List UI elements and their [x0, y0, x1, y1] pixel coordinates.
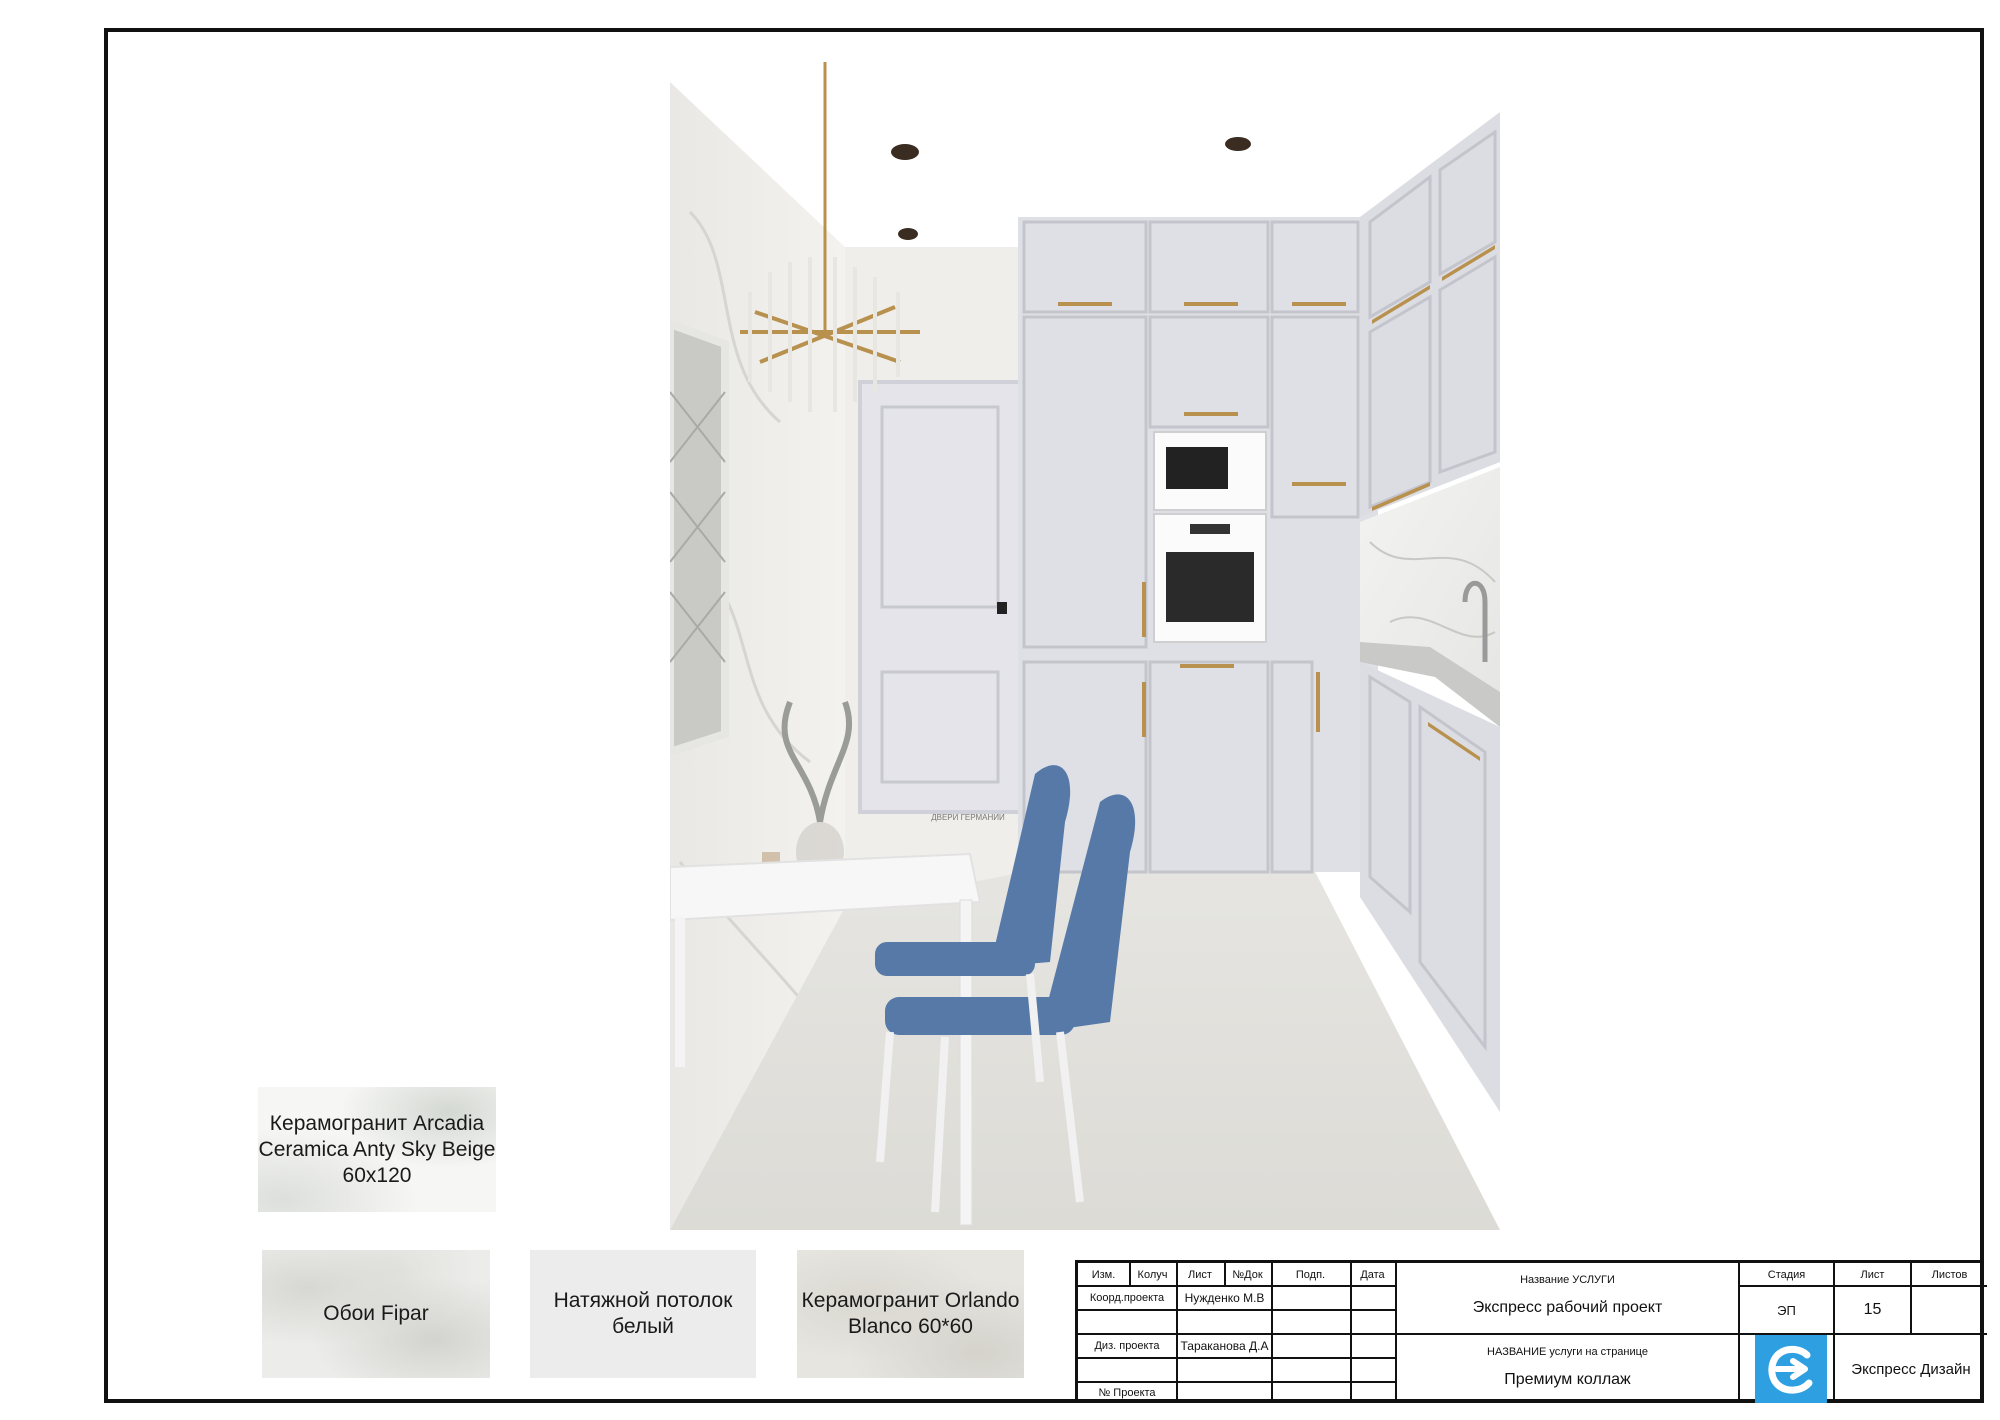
- hdr-izm: Изм.: [1091, 1269, 1116, 1281]
- swatch-tile-orlando-line1: Керамогранит Orlando: [801, 1289, 1020, 1312]
- swatch-ceiling-line1: Натяжной потолок: [553, 1289, 733, 1312]
- swatch-wallpaper-label: Обои Fipar: [323, 1302, 429, 1325]
- stage-label: Стадия: [1767, 1269, 1806, 1281]
- swatch-ceiling-line2: белый: [612, 1315, 674, 1338]
- title-block: [1075, 1260, 1984, 1403]
- diz-label: Диз. проекта: [1094, 1340, 1160, 1352]
- nproekta-label: № Проекта: [1098, 1387, 1156, 1399]
- page-name: Премиум коллаж: [1504, 1371, 1631, 1388]
- hdr-podp: Подп.: [1295, 1269, 1326, 1281]
- swatch-floor-tile-line2: Ceramica Anty Sky Beige: [258, 1137, 496, 1161]
- swatch-floor-tile-line1: Керамогранит Arcadia: [269, 1111, 485, 1135]
- sheets-value: [1912, 1287, 1987, 1333]
- swatch-tile-orlando-line2: Blanco 60*60: [848, 1315, 973, 1338]
- swatch-ceiling: [530, 1250, 756, 1378]
- hdr-data: Дата: [1360, 1269, 1385, 1281]
- kitchen-render: [670, 62, 1500, 1230]
- hdr-ndok: №Док: [1232, 1269, 1263, 1281]
- hdr-list: Лист: [1188, 1269, 1212, 1281]
- koord-label: Коорд.проекта: [1089, 1292, 1165, 1304]
- swatch-wallpaper: [262, 1250, 490, 1378]
- company-name: Экспресс Дизайн: [1851, 1360, 1971, 1378]
- swatch-tile-orlando: [797, 1250, 1024, 1378]
- service-name: Экспресс рабочий проект: [1472, 1299, 1663, 1316]
- sheet-value: 15: [1863, 1301, 1882, 1318]
- swatch-floor-tile: [258, 1087, 496, 1212]
- door-sign: ДВЕРИ ГЕРМАНИИ: [931, 813, 1005, 822]
- page-caption: НАЗВАНИЕ услуги на странице: [1487, 1346, 1648, 1358]
- hdr-kolu: Колуч: [1137, 1269, 1168, 1281]
- company-logo-icon: [1755, 1335, 1827, 1403]
- sheet-label: Лист: [1860, 1269, 1885, 1281]
- sheets-label: Листов: [1931, 1269, 1968, 1281]
- diz-name: Тараканова Д.А: [1180, 1339, 1269, 1353]
- swatch-floor-tile-line3: 60x120: [342, 1163, 412, 1187]
- service-caption: Название УСЛУГИ: [1520, 1274, 1615, 1286]
- koord-name: Нужденко М.В: [1184, 1291, 1265, 1305]
- stage-value: ЭП: [1777, 1302, 1796, 1318]
